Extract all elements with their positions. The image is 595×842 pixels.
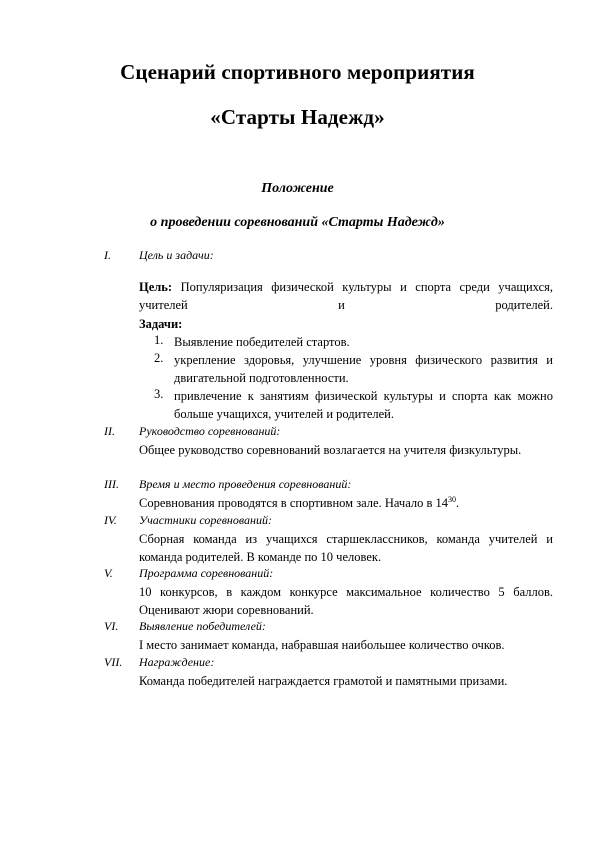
time-place-text bbox=[139, 494, 553, 512]
goal-label: Цель: bbox=[139, 280, 173, 294]
section-numeral: VI. bbox=[104, 619, 119, 633]
section-numeral: VII. bbox=[104, 655, 123, 669]
regulation-subheading: о проведении соревнований «Старты Надежд» bbox=[150, 215, 445, 230]
section-numeral: V. bbox=[104, 566, 113, 580]
program-text: 10 конкурсов, в каждом конкурсе максимальное количество 5 баллов. Оценивают жюри соревнований. bbox=[139, 585, 553, 617]
goal-paragraph bbox=[139, 278, 553, 314]
regulation-heading: Положение bbox=[261, 181, 334, 196]
task-number: 1. bbox=[154, 333, 164, 347]
task-number: 3. bbox=[154, 387, 164, 401]
section-heading-goals: Цель и задачи: bbox=[139, 248, 214, 262]
section-heading-time-place: Время и место проведения соревнований: bbox=[139, 477, 352, 491]
leadership-text: Общее руководство соревнований возлагается на учителя физкультуры. bbox=[139, 443, 522, 457]
section-numeral: III. bbox=[104, 477, 119, 491]
time-place-end: . bbox=[456, 496, 460, 510]
goal-text: Популяризация физической культуры и спорта среди учащихся, учителей и родителей. bbox=[139, 280, 553, 312]
event-name-title: «Старты Надежд» bbox=[210, 105, 385, 129]
task-number: 2. bbox=[154, 351, 164, 365]
winners-text: I место занимает команда, набравшая наибольшее количество очков. bbox=[139, 638, 505, 652]
section-numeral: II. bbox=[104, 424, 115, 438]
awards-text: Команда победителей награждается грамотой и памятными призами. bbox=[139, 674, 508, 688]
time-place-main: Соревнования проводятся в спортивном зале. Начало в 14 bbox=[139, 496, 448, 510]
tasks-label: Задачи: bbox=[139, 317, 183, 331]
start-minutes: 30 bbox=[448, 494, 456, 504]
section-numeral: IV. bbox=[104, 513, 117, 527]
section-heading-winners: Выявление победителей: bbox=[139, 619, 266, 633]
task-item: привлечение к занятиям физической культуры и спорта как можно больше учащихся, учителей и родителей. bbox=[174, 389, 553, 421]
section-heading-leadership: Руководство соревнований: bbox=[139, 424, 281, 438]
document-title: Сценарий спортивного мероприятия bbox=[120, 60, 475, 84]
section-heading-participants: Участники соревнований: bbox=[139, 513, 272, 527]
task-item: укрепление здоровья, улучшение уровня физического развития и двигательной подготовленности. bbox=[174, 353, 553, 385]
task-item: Выявление победителей стартов. bbox=[174, 335, 350, 349]
section-heading-awards: Награждение: bbox=[139, 655, 215, 669]
section-heading-program: Программа соревнований: bbox=[139, 566, 274, 580]
participants-text: Сборная команда из учащихся старшеклассников, команда учителей и команда родителей. В команде по 10 человек. bbox=[139, 532, 553, 564]
section-numeral: I. bbox=[104, 248, 111, 262]
